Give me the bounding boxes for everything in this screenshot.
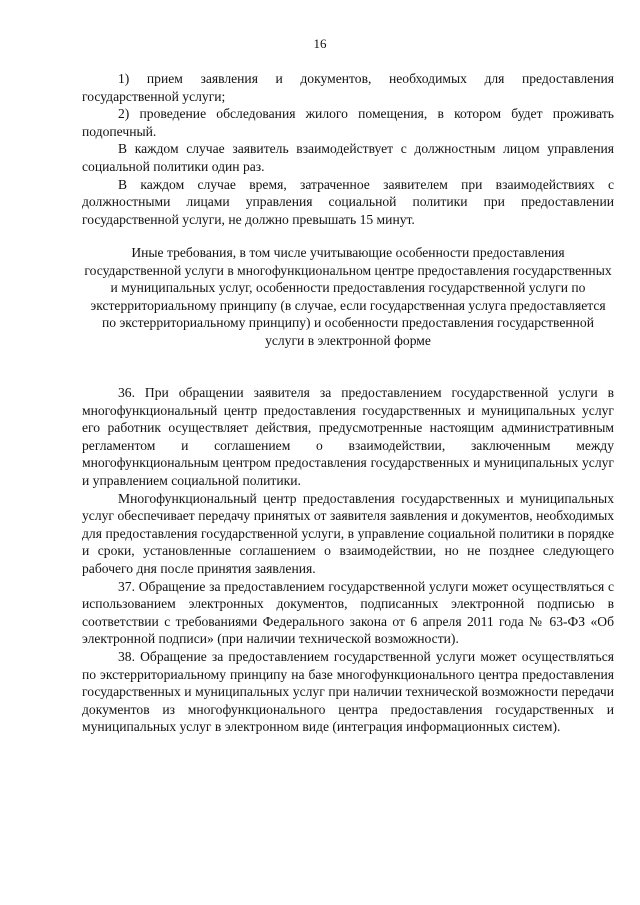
intro-text-block bbox=[82, 70, 614, 228]
page-number: 16 bbox=[313, 36, 327, 51]
section-text-block bbox=[82, 384, 614, 736]
paragraph-contact-count: В каждом случае заявитель взаимодействует с должностным лицом управления социальной политики один раз. bbox=[82, 141, 614, 174]
paragraph-mfc-transfer: Многофункциональный центр предоставления государственных и муниципальных услуг обеспечивает передачу принятых от заявителя заявления и документов, необходимых для предоставления государственной услуги, в управление социальной политики в порядке и сроки, установленные соглашением о взаимодействии, но не позднее следующего рабочего дня после принятия заявления. bbox=[82, 490, 614, 576]
paragraph-item-2: 2) проведение обследования жилого помещения, в котором будет проживать подопечный. bbox=[82, 106, 614, 139]
paragraph-item-1: 1) прием заявления и документов, необходимых для предоставления государственной услуги; bbox=[82, 71, 614, 104]
paragraph-36: 36. При обращении заявителя за предоставлением государственной услуги в многофункциональный центр предоставления государственных и муниципальных услуг его работник осуществляет действия, предусмотренные настоящим административным регламентом и соглашением о взаимодействии, заключенным между многофункциональным центром предоставления государственных и муниципальных услуг и управлением социальной политики. bbox=[82, 385, 614, 488]
section-heading bbox=[82, 244, 614, 350]
paragraph-38: 38. Обращение за предоставлением государственной услуги может осуществляться по экстерриториальному принципу на базе многофункционального центра предоставления государственных и муниципальных услуг при наличии технической возможности передачи документов из многофункционального центра предоставления государственных и муниципальных услуг в электронном виде (интеграция информационных систем). bbox=[82, 648, 614, 735]
section-heading-text: Иные требования, в том числе учитывающие особенности предоставления государственной услуги в многофункциональном центре предоставления государственных и муниципальных услуг, особенности предоставления государственной услуги по экстерриториальному принципу (в случае, если государственная услуга предоставляется по экстерриториальному принципу) и особенности предоставления государственной услуги в электронной форме bbox=[84, 245, 612, 348]
paragraph-time-limit: В каждом случае время, затраченное заявителем при взаимодействиях с должностными лицами управления социальной политики при предоставлении государственной услуги, не должно превышать 15 минут. bbox=[82, 176, 614, 227]
paragraph-37: 37. Обращение за предоставлением государственной услуги может осуществляться с использованием электронных документов, подписанных электронной подписью в соответствии с требованиями Федерального закона от 6 апреля 2011 года № 63-ФЗ «Об электронной подписи» (при наличии технической возможности). bbox=[82, 578, 614, 647]
